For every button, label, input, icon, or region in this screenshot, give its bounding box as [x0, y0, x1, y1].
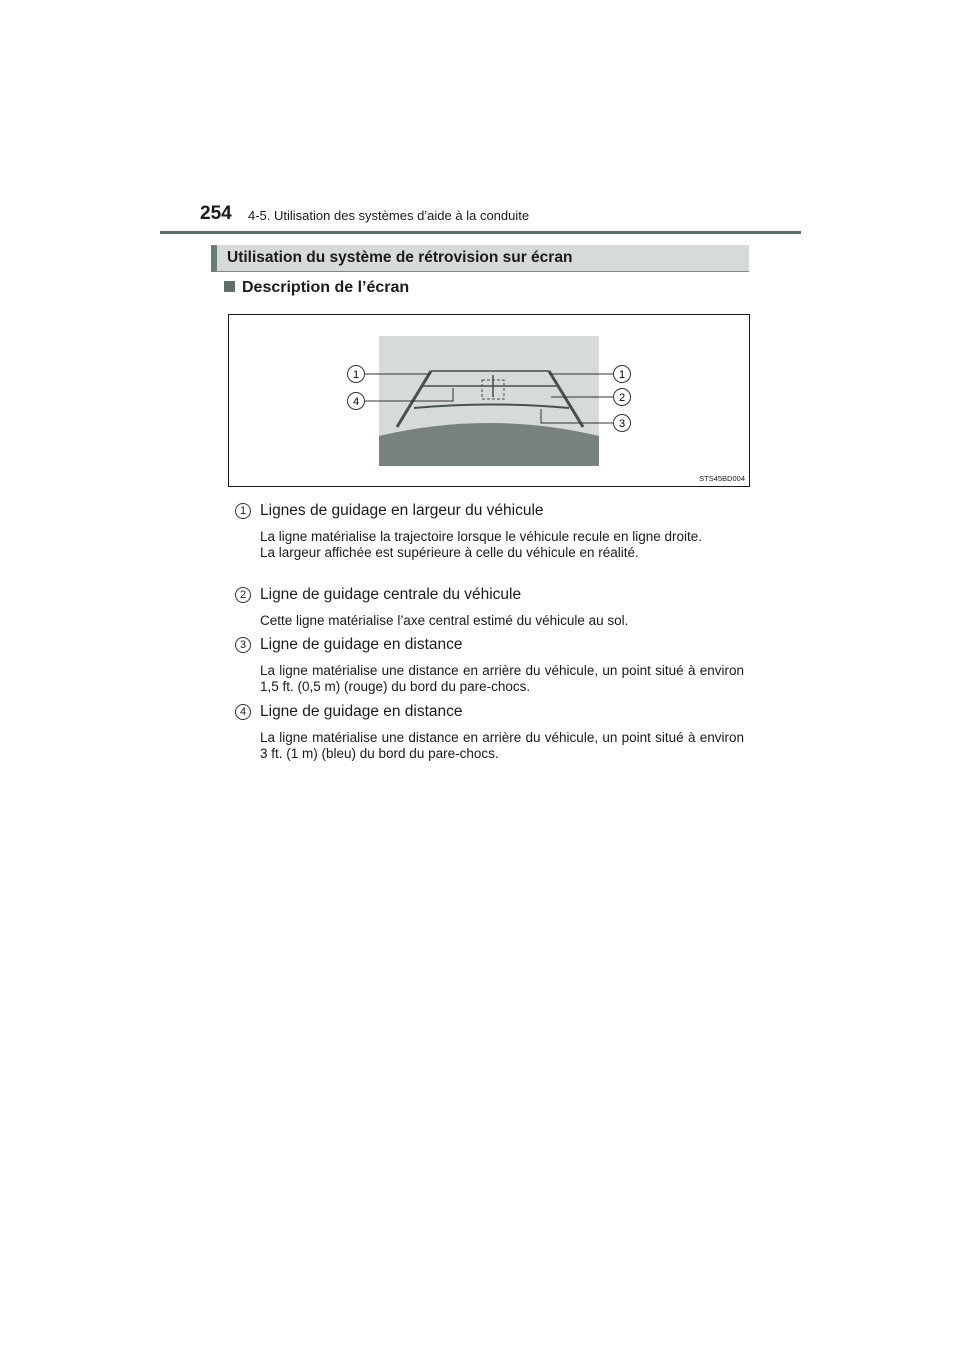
item-description: [260, 613, 744, 629]
item-description: [260, 730, 744, 762]
item-number-badge: 4: [235, 704, 251, 720]
callout-label: 1: [352, 369, 360, 381]
section-title: Utilisation du système de rétrovision sur écran: [227, 249, 573, 266]
callout-1-left: [348, 366, 365, 383]
rear-view-screen-figure: [228, 314, 750, 487]
callout-label: 2: [618, 392, 626, 404]
callout-label: 1: [618, 369, 626, 381]
callout-4: [348, 393, 365, 410]
header-rule: [160, 231, 801, 234]
item-number-badge: 2: [235, 587, 251, 603]
screen-illustration: [229, 315, 749, 486]
callout-2: [614, 389, 631, 406]
section-heading: [211, 245, 749, 272]
page-number: 254: [200, 203, 232, 224]
description-line: La ligne matérialise la trajectoire lorsque le véhicule recule en ligne droite.: [260, 529, 702, 544]
ground-area: [379, 423, 599, 466]
description-line: La ligne matérialise une distance en arrière du véhicule, un point situé à environ 3 ft. (1 m) (bleu) du bord du pare-chocs.: [260, 730, 744, 761]
item-title: Lignes de guidage en largeur du véhicule: [260, 502, 544, 519]
item-title: Ligne de guidage en distance: [260, 703, 463, 720]
item-description: [260, 663, 744, 695]
subsection-title: Description de l’écran: [242, 279, 410, 296]
item-number-badge: 1: [235, 503, 251, 519]
square-bullet-icon: [224, 281, 235, 292]
item-number-badge: 3: [235, 637, 251, 653]
subsection-heading: [224, 279, 409, 297]
callout-3: [614, 415, 631, 432]
figure-code: STS45BD004: [699, 474, 745, 483]
callout-label: 3: [618, 418, 626, 430]
description-line: Cette ligne matérialise l’axe central estimé du véhicule au sol.: [260, 613, 629, 628]
description-line: La largeur affichée est supérieure à celle du véhicule en réalité.: [260, 545, 639, 560]
callout-1-right: [614, 366, 631, 383]
item-title: Ligne de guidage centrale du véhicule: [260, 586, 522, 603]
description-line: La ligne matérialise une distance en arrière du véhicule, un point situé à environ 1,5 ft. (0,5 m) (rouge) du bord du pare-chocs.: [260, 663, 744, 694]
chapter-title: 4-5. Utilisation des systèmes d’aide à la conduite: [248, 208, 530, 223]
callout-label: 4: [352, 396, 360, 408]
item-title: Ligne de guidage en distance: [260, 636, 463, 653]
item-description: [260, 529, 744, 561]
